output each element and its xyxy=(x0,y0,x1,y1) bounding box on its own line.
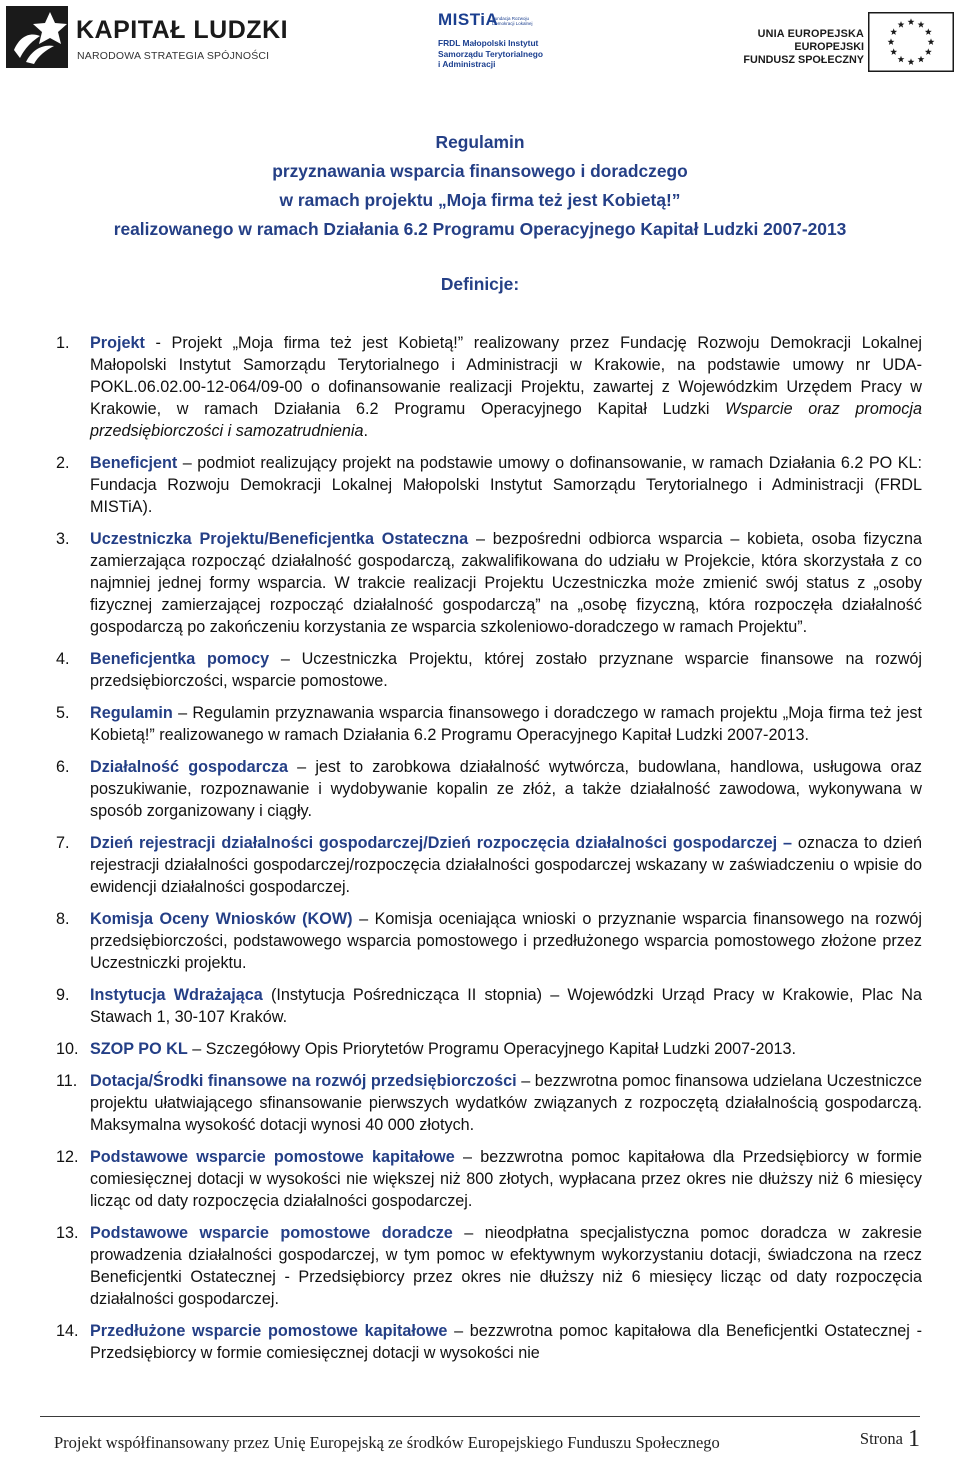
page-number xyxy=(860,1426,920,1453)
title-line: Regulamin xyxy=(435,132,525,152)
definition-number: 7. xyxy=(56,834,70,852)
mistia-logo xyxy=(432,4,542,80)
kapital-ludzki-title: KAPITAŁ LUDZKI xyxy=(76,16,289,44)
definition-item xyxy=(56,528,922,638)
definition-text: (Instytucja Pośrednicząca II stopnia) – Wojewódzki Urząd Pracy w Krakowie, Plac Na Stawach 1, 30-107 Kraków. xyxy=(90,986,922,1026)
definition-number: 10. xyxy=(56,1040,79,1058)
definition-term: SZOP PO KL xyxy=(90,1040,188,1058)
definition-number: 1. xyxy=(56,334,70,352)
definition-item xyxy=(56,832,922,898)
definition-text: – bezzwrotna pomoc finansowa udzielana Uczestniczce projektu ułatwiającego sfinansowanie pierwszych wydatków związanych z rozpoczętą działalnością gospodarczą. Maksymalna wysokość dotacji wynosi 40 000 złotych. xyxy=(90,1072,922,1134)
eu-logo-text xyxy=(743,28,864,67)
definition-term: Dotacja/Środki finansowe na rozwój przedsiębiorczości xyxy=(90,1072,517,1090)
definition-text: – bezpośredni odbiorca wsparcia – kobieta, osoba fizyczna zamierzająca rozpocząć działalność gospodarczą, zakwalifikowana do udziału w Projekcie, która skorzystała z co najmniej jednej formy wsparcia. W trakcie realizacji Projektu Uczestniczka może zmienić swój status z „osoby fizycznej zamierzającej rozpocząć działalność gospodarczą” na „osobę fizyczną, która rozpoczęła działalność gospodarczą po zakończeniu korzystania ze wsparcia szkoleniowo-doradczego w ramach Projektu”. xyxy=(90,530,923,636)
document-title xyxy=(80,128,880,244)
definitions-heading: Definicje: xyxy=(440,274,520,294)
definition-number: 13. xyxy=(56,1224,79,1242)
definition-item xyxy=(56,908,922,974)
definition-text: – Szczegółowy Opis Priorytetów Programu Operacyjnego Kapitał Ludzki 2007-2013. xyxy=(187,1040,796,1058)
title-line: w ramach projektu „Moja firma też jest Kobietą!” xyxy=(279,190,681,210)
definition-text: – nieodpłatna specjalistyczna pomoc doradcza w zakresie prowadzenia działalności gospodarczej, w tym pomoc w efektywnym wykorzystaniu dotacji, świadczona na rzecz Beneficjentki Ostatecznej - Przedsiębiorcy przez okres nie dłuższy niż 6 miesięcy licząc od daty rozpoczęcia działalności gospodarczej. xyxy=(90,1224,922,1308)
definition-term: Regulamin xyxy=(90,704,173,722)
definition-item xyxy=(56,1222,922,1310)
kapital-ludzki-subtitle: NARODOWA STRATEGIA SPÓJNOŚCI xyxy=(77,50,270,62)
definition-item xyxy=(56,984,922,1028)
definition-term: Instytucja Wdrażająca xyxy=(90,986,263,1004)
definition-number: 12. xyxy=(56,1148,79,1166)
footer-divider xyxy=(40,1416,920,1417)
kapital-ludzki-emblem-icon xyxy=(6,6,68,68)
mistia-institute-name xyxy=(438,38,543,70)
definitions-list xyxy=(56,332,922,1374)
definition-text: – Komisja oceniająca wnioski o przyznanie wsparcia finansowego na rozwój przedsiębiorczości, podstawowego wsparcia pomostowego i przedłużonego wsparcia pomostowego złożone przez Uczestniczki projektu. xyxy=(90,910,922,972)
definition-term: Komisja Oceny Wniosków (KOW) xyxy=(90,910,353,928)
definition-text: – bezzwrotna pomoc kapitałowa dla Beneficjentki Ostatecznej - Przedsiębiorcy w formie comiesięcznej dotacji w wysokości nie xyxy=(90,1322,922,1362)
definition-number: 14. xyxy=(56,1322,79,1340)
definition-text: - Projekt „Moja firma też jest Kobietą!” realizowany przez Fundację Rozwoju Demokracji Lokalnej Małopolski Instytut Samorządu Terytorialnego i Administracji w Krakowie, na podstawie umowy nr UDA-POKL.06.02.00-12-064/09-00 o dofinansowanie realizacji Projektu, zawartej z Wojewódzkim Urzędem Pracy w Krakowie, w ramach Działania 6.2 Programu Operacyjnego Kapitał Ludzki xyxy=(90,334,922,418)
mistia-line: i Administracji xyxy=(438,59,496,69)
eu-flag-icon xyxy=(868,12,954,72)
definition-term: Dzień rejestracji działalności gospodarczej/Dzień rozpoczęcia działalności gospodarczej – xyxy=(90,834,793,852)
definition-item xyxy=(56,332,922,442)
definition-term: Uczestniczka Projektu/Beneficjentka Ostateczna xyxy=(90,530,469,548)
definition-item xyxy=(56,1070,922,1136)
frdl-small-text: Fundacja Rozwoju Demokracji Lokalnej xyxy=(492,16,533,26)
kapital-ludzki-logo xyxy=(6,6,289,68)
definition-item xyxy=(56,756,922,822)
mistia-line: Samorządu Terytorialnego xyxy=(438,48,544,59)
definition-text-end: . xyxy=(363,422,369,440)
definition-number: 5. xyxy=(56,704,70,722)
mistia-wordmark: MISTiA xyxy=(438,10,499,29)
definition-term: Projekt xyxy=(90,334,145,352)
definition-term: Podstawowe wsparcie pomostowe doradcze xyxy=(90,1224,453,1242)
definition-term: Beneficjent xyxy=(90,454,178,472)
definition-item xyxy=(56,1320,922,1364)
definition-text: – podmiot realizujący projekt na podstawie umowy o dofinansowanie, w ramach Działania 6.2 PO KL: Fundacja Rozwoju Demokracji Lokalnej Małopolski Instytut Samorządu Terytorialnego i Administracji (FRDL MISTiA). xyxy=(90,454,922,516)
definition-text: oznacza to dzień rejestracji działalności gospodarczej/rozpoczęcia działalności gospodarczej wskazany w zaświadczeniu o wpisie do ewidencji działalności gospodarczej. xyxy=(90,834,922,896)
eu-logo xyxy=(716,10,956,76)
definition-term: Działalność gospodarcza xyxy=(90,758,289,776)
mistia-line: FRDL Małopolski Instytut xyxy=(438,38,539,48)
logo-header xyxy=(0,0,960,90)
page-label: Strona xyxy=(859,1429,903,1448)
title-line: przyznawania wsparcia finansowego i doradczego xyxy=(272,161,688,181)
eu-logo-line: FUNDUSZ SPOŁECZNY xyxy=(743,54,864,66)
definition-number: 6. xyxy=(56,758,70,776)
definition-number: 2. xyxy=(56,454,70,472)
definition-term: Podstawowe wsparcie pomostowe kapitałowe xyxy=(90,1148,455,1166)
definition-text: – bezzwrotna pomoc kapitałowa dla Przedsiębiorcy w formie comiesięcznej dotacji w wysokości nie większej niż 800 złotych, wypłacana przez okres nie dłuższy niż 6 miesięcy licząc od daty rozpoczęcia działalności gospodarczej. xyxy=(90,1148,922,1210)
definition-number: 4. xyxy=(56,650,70,668)
footer-cofinancing-text: Projekt współfinansowany przez Unię Europejską ze środków Europejskiego Funduszu Społecznego xyxy=(54,1433,720,1452)
definition-number: 3. xyxy=(56,530,70,548)
definition-number: 11. xyxy=(56,1072,78,1090)
definition-item xyxy=(56,1038,922,1060)
definition-text: – Regulamin przyznawania wsparcia finansowego i doradczego w ramach projektu „Moja firma też jest Kobietą!” realizowanego w ramach Działania 6.2 Programu Operacyjnego Kapitał Ludzki 2007-2013. xyxy=(90,704,922,744)
definition-number: 8. xyxy=(56,910,70,928)
definition-italic-text: Wsparcie oraz promocja przedsiębiorczości i samozatrudnienia xyxy=(90,400,922,440)
definition-item xyxy=(56,648,922,692)
definition-text: – jest to zarobkowa działalność wytwórcza, budowlana, handlowa, usługowa oraz poszukiwanie, rozpoznawanie i wydobywanie kopalin ze złóż, a także działalność zawodowa, wykonywana w sposób zorganizowany i ciągły. xyxy=(90,758,922,820)
eu-logo-line: EUROPEJSKI xyxy=(794,41,864,53)
definition-item xyxy=(56,1146,922,1212)
definition-term: Przedłużone wsparcie pomostowe kapitałowe xyxy=(90,1322,448,1340)
page-number-value: 1 xyxy=(908,1426,920,1452)
definition-number: 9. xyxy=(56,986,70,1004)
definition-item xyxy=(56,702,922,746)
title-line: realizowanego w ramach Działania 6.2 Programu Operacyjnego Kapitał Ludzki 2007-2013 xyxy=(113,219,847,239)
definition-term: Beneficjentka pomocy xyxy=(90,650,270,668)
definition-text: – Uczestniczka Projektu, której zostało przyznane wsparcie finansowe na rozwój przedsiębiorczości, wsparcie pomostowe. xyxy=(90,650,922,690)
eu-logo-line: UNIA EUROPEJSKA xyxy=(757,28,864,40)
definition-item xyxy=(56,452,922,518)
